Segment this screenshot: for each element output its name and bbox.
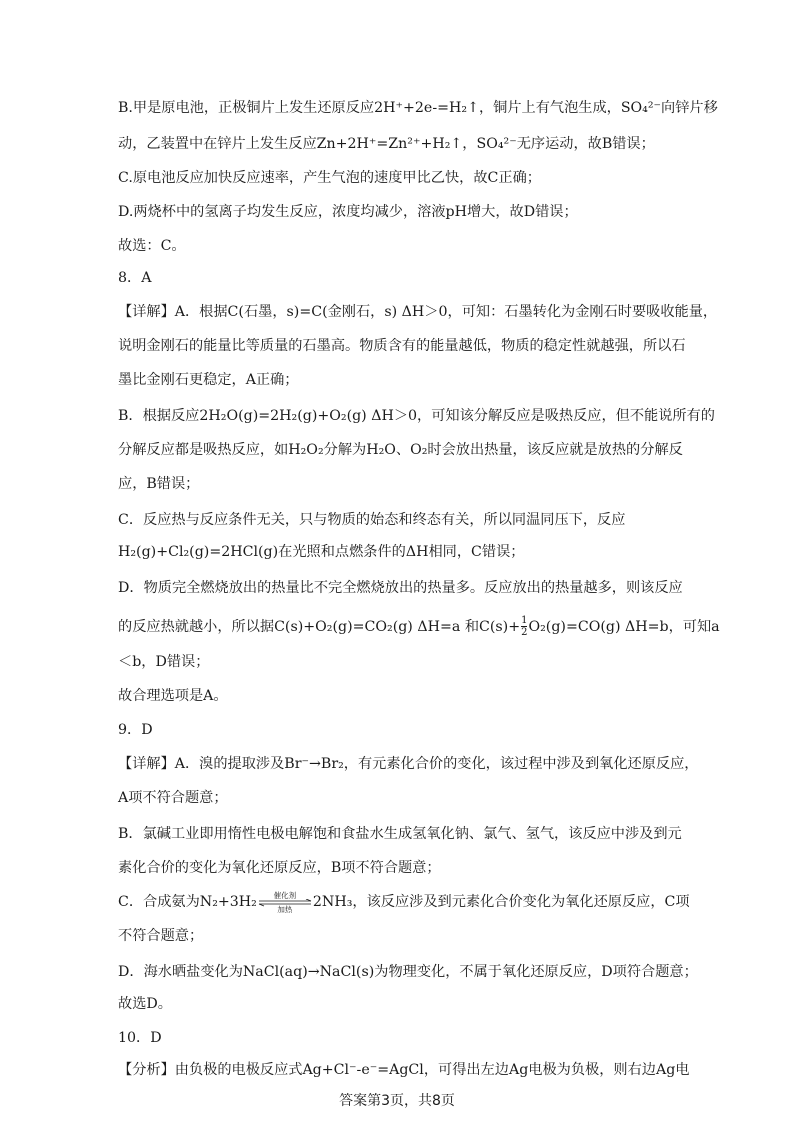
text-line: 故合理选项是A。 xyxy=(118,688,228,704)
text-line: ＜b，D错误； xyxy=(118,654,210,670)
text-line-with-equilibrium xyxy=(118,891,690,914)
text-line: 故选D。 xyxy=(118,996,172,1012)
text-segment: 的反应热就越小，所以据C(s)+O₂(g)=CO₂(g) ΔH=a 和C(s)+ xyxy=(118,619,521,635)
text-segment: C．合成氨为N₂+3H₂ xyxy=(118,894,257,910)
text-line: C．反应热与反应条件无关，只与物质的始态和终态有关，所以同温同压下，反应 xyxy=(118,512,626,528)
text-line: A项不符合题意； xyxy=(118,790,228,806)
text-line: 【详解】A．根据C(石墨，s)=C(金刚石，s) ΔH＞0，可知：石墨转化为金刚石时要吸收能量， xyxy=(118,304,718,320)
text-line: 故选：C。 xyxy=(118,238,186,254)
question-number: 8．A xyxy=(118,270,152,286)
text-line: 动，乙装置中在锌片上发生反应Zn+2H⁺=Zn²⁺+H₂↑，SO₄²⁻无序运动，故B错误； xyxy=(118,136,655,152)
text-line: 应，B错误； xyxy=(118,476,200,492)
catalyst-label: 催化剂 xyxy=(273,891,297,900)
heat-label: 加热 xyxy=(277,905,293,914)
question-number: 9．D xyxy=(118,722,153,738)
text-line: B．氯碱工业即用惰性电极电解饱和食盐水生成氢氧化钠、氯气、氢气，该反应中涉及到元 xyxy=(118,826,682,842)
text-line: 【分析】由负极的电极反应式Ag+Cl⁻-e⁻=AgCl，可得出左边Ag电极为负极，则右边Ag电 xyxy=(118,1062,690,1078)
text-line-with-fraction xyxy=(118,615,720,638)
page-footer: 答案第3页，共8页 xyxy=(339,1093,455,1109)
text-segment: 2NH₃，该反应涉及到元素化合价变化为氧化还原反应，C项 xyxy=(312,894,690,910)
text-line: 说明金刚石的能量比等质量的石墨高。物质含有的能量越低，物质的稳定性就越强，所以石 xyxy=(118,338,686,354)
text-line: D．海水晒盐变化为NaCl(aq)→NaCl(s)为物理变化，不属于氧化还原反应，D项符合题意； xyxy=(118,964,698,980)
question-number: 10．D xyxy=(118,1030,162,1046)
text-line: C.原电池反应加快反应速率，产生气泡的速度甲比乙快，故C正确； xyxy=(118,170,541,186)
text-line: 分解反应都是吸热反应，如H₂O₂分解为H₂O、O₂时会放出热量，该反应就是放热的分解反 xyxy=(118,442,683,458)
text-segment: O₂(g)=CO(g) ΔH=b，可知a xyxy=(528,619,720,635)
fraction-denominator: 2 xyxy=(521,627,528,638)
fraction-numerator: 1 xyxy=(521,615,528,626)
fraction xyxy=(521,616,527,638)
text-line: 不符合题意； xyxy=(118,928,204,944)
text-line: 素化合价的变化为氧化还原反应，B项不符合题意； xyxy=(118,860,441,876)
text-line: B．根据反应2H₂O(g)=2H₂(g)+O₂(g) ΔH＞0，可知该分解反应是吸热反应，但不能说所有的 xyxy=(118,408,715,424)
text-line: 【详解】A．溴的提取涉及Br⁻→Br₂，有元素化合价的变化，该过程中涉及到氧化还原反应， xyxy=(118,756,699,772)
reversible-arrow xyxy=(257,892,313,912)
text-line: D.两烧杯中的氢离子均发生反应，浓度均减少，溶液pH增大，故D错误； xyxy=(118,204,578,220)
text-line: D．物质完全燃烧放出的热量比不完全燃烧放出的热量多。反应放出的热量越多，则该反应 xyxy=(118,580,683,596)
text-line: B.甲是原电池，正极铜片上发生还原反应2H⁺+2e-=H₂↑，铜片上有气泡生成，SO₄²⁻向锌片移 xyxy=(118,100,718,116)
text-line: 墨比金刚石更稳定，A正确； xyxy=(118,372,299,388)
text-line: H₂(g)+Cl₂(g)=2HCl(g)在光照和点燃条件的ΔH相同，C错误； xyxy=(118,544,525,560)
